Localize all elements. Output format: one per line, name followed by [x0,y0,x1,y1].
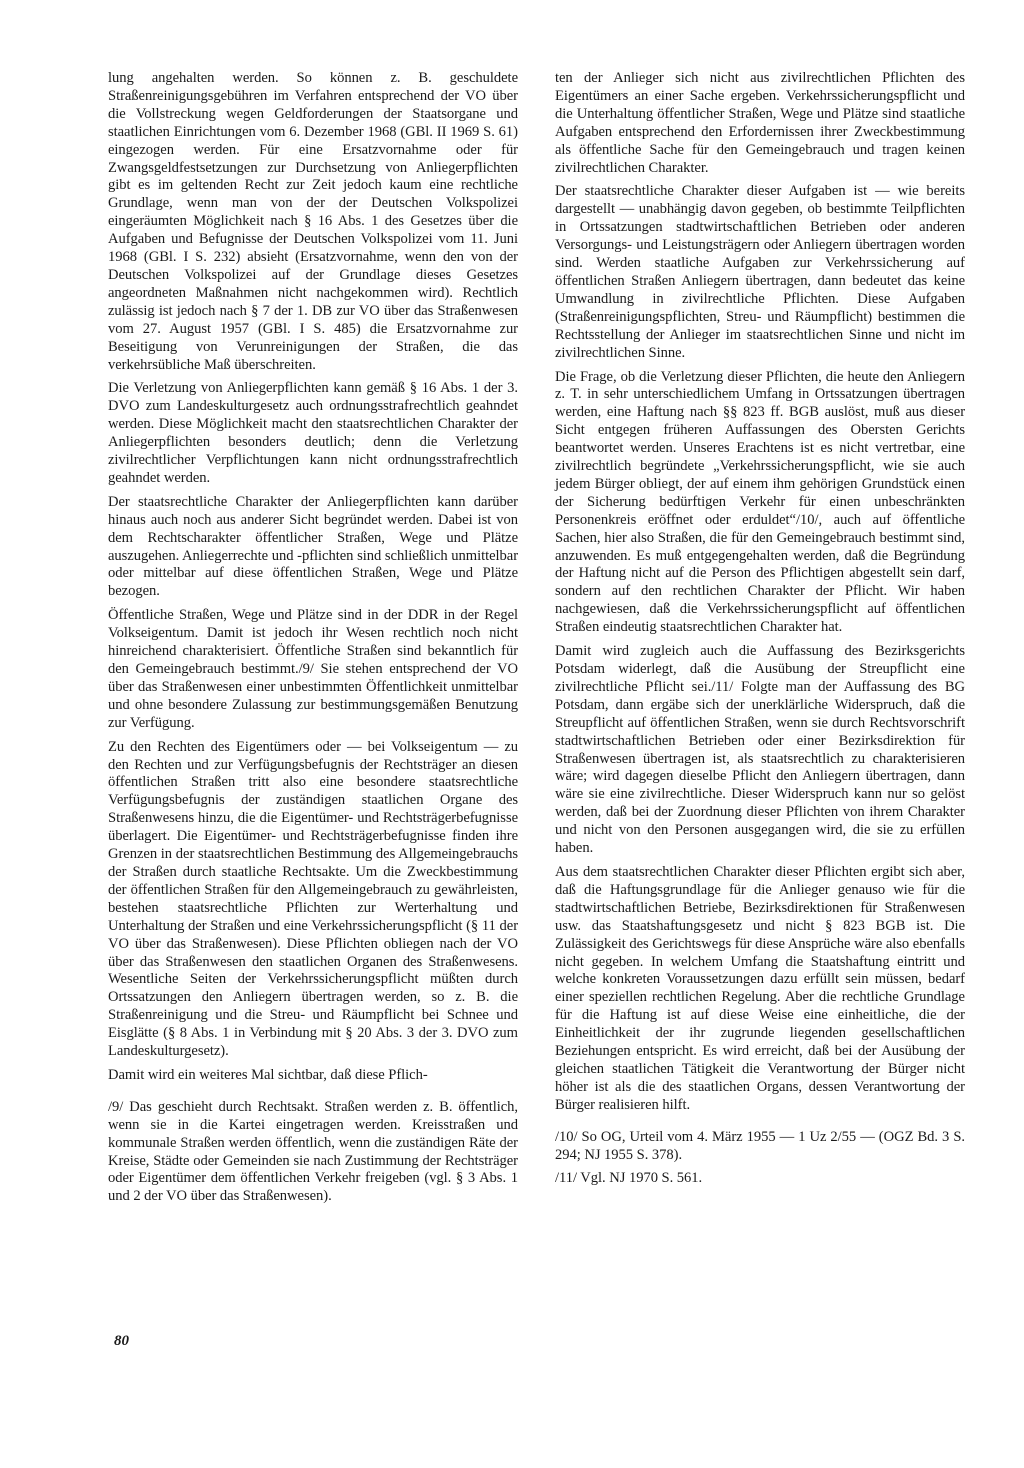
paragraph: lung angehalten werden. So können z. B. geschuldete Straßenreinigungsgebühren im Verfahren entsprechend der VO über die Vollstreckung wegen Geldforderungen der Staatsorgane und staatlichen Einrichtungen vom 6. Dezember 1968 (GBl. II 1969 S. 61) eingezogen werden. Für eine Ersatzvornahme oder für Zwangsgeldfestsetzungen zur Durchsetzung von Anliegerpflichten gibt es im geltenden Recht zur Zeit jedoch kaum eine rechtliche Grundlage, wenn man von der der Deutschen Volkspolizei eingeräumten Möglichkeit nach § 16 Abs. 1 des Gesetzes über die Aufgaben und Befugnisse der Deutschen Volkspolizei vom 11. Juni 1968 (GBl. I S. 232) absieht (Ersatzvornahme, wenn den von der Deutschen Volkspolizei auf der Grundlage dieses Gesetzes angeordneten Maßnahmen nicht nachgekommen wird). Rechtlich zulässig ist jedoch nach § 7 der 1. DB zur VO über das Straßenwesen vom 27. August 1957 (GBl. I S. 485) die Ersatzvornahme zur Beseitigung von Verunreinigungen der Straßen, die das verkehrsübliche Maß überschreiten. [108,70,518,373]
footnote-9: /9/ Das geschieht durch Rechtsakt. Straßen werden z. B. öffentlich, wenn sie in die Kartei eingetragen werden. Kreisstraßen und kommunale Straßen werden öffentlich, wenn die zuständigen Räte der Kreise, Städte oder Gemeinden sie nach Zustimmung der Rechtsträger oder Eigentümer dem öffentlichen Verkehr freigeben (vgl. § 3 Abs. 1 und 2 der VO über das Straßenwesen). [108,1098,518,1205]
paragraph: Der staatsrechtliche Charakter der Anliegerpflichten kann darüber hinaus auch noch aus anderer Sicht begründet werden. Dabei ist von dem Rechtscharakter öffentlicher Straßen, Wege und Plätze auszugehen. Anliegerrechte und -pflichten sind schließlich unmittelbar oder mittelbar auf diese öffentlichen Straßen, Wege und Plätze bezogen. [108,493,518,600]
paragraph: Zu den Rechten des Eigentümers oder — bei Volkseigentum — zu den Rechten und zur Verfügungsbefugnis der Rechtsträger an diesen öffentlichen Straßen tritt also eine besondere staatsrechtliche Verfügungsbefugnis der zuständigen staatlichen Organe des Straßenwesens hinzu, die die Eigentümer- und Rechtsträgerbefugnisse überlagert. Die Eigentümer- und Rechtsträgerbefugnisse finden ihre Grenzen in der staatsrechtlichen Bestimmung des Allgemeingebrauchs der Straßen durch staatliche Rechtsakte. Um die Zweckbestimmung der öffentlichen Straßen für den Allgemeingebrauch zu gewährleisten, bestehen staatsrechtliche Pflichten zur Werterhaltung und Unterhaltung der Straßen und eine Verkehrssicherungspflicht (§ 11 der VO über das Straßenwesen). Diese Pflichten obliegen nach der VO über das Straßenwesen den staatlichen Organen des Straßenwesens. Wesentliche Seiten der Verkehrssicherungspflicht müßten durch Ortssatzungen den Anliegern übertragen werden, so z. B. die Straßenreinigung und die Streu- und Räumpflicht bei Schnee und Eisglätte (§ 8 Abs. 1 in Verbindung mit § 20 Abs. 3 der 3. DVO zum Landeskulturgesetz). [108,738,518,1060]
page-number: 80 [114,1333,129,1349]
paragraph: Die Frage, ob die Verletzung dieser Pflichten, die heute den Anliegern z. T. in sehr unterschiedlichem Umfang in Ortssatzungen übertragen werden, eine Haftung nach §§ 823 ff. BGB auslöst, muß aus dieser Sicht entgegen früheren Auffassungen des Obersten Gerichts beantwortet werden. Unseres Erachtens ist es nicht vertretbar, eine zivilrechtlich begründete „Verkehrssicherungspflicht, wie sie auch jedem Bürger obliegt, der auf einem ihm gehörigen Grundstück einen der Sicherung bedürftigen Verkehr für einen unbeschränkten Personenkreis eröffnet oder erduldet“/10/, auch auf öffentliche Sachen, hier also Straßen, die für den Gemeingebrauch bestimmt sind, anzuwenden. Es muß entgegengehalten werden, daß die Begründung der Haftung nicht auf die Person des Pflichtigen abgestellt sein darf, sondern auf den rechtlichen Charakter der Pflicht. Wir haben nachgewiesen, daß die Verkehrssicherungspflicht auf öffentlichen Straßen eindeutig staatsrechtlichen Charakter hat. [555,368,965,636]
paragraph: Die Verletzung von Anliegerpflichten kann gemäß § 16 Abs. 1 der 3. DVO zum Landeskulturgesetz auch ordnungsstrafrechtlich geahndet werden. Diese Möglichkeit macht den staatsrechtlichen Charakter der Anliegerpflichten besonders deutlich; denn die Verletzung zivilrechtlicher Verpflichtungen kann nicht ordnungsstrafrechtlich geahndet werden. [108,380,518,486]
paragraph: ten der Anlieger sich nicht aus zivilrechtlichen Pflichten des Eigentümers an einer Sache ergeben. Verkehrssicherungspflicht und die Unterhaltung öffentlicher Straßen, Wege und Plätze sind staatliche Aufgaben entsprechend den Erfordernissen ihrer Zweckbestimmung als öffentliche Sache für den Gemeingebrauch und tragen keinen zivilrechtlichen Charakter. [555,70,965,176]
left-column [108,70,518,1212]
footnote-11: /11/ Vgl. NJ 1970 S. 561. [555,1170,703,1187]
paragraph: Der staatsrechtliche Charakter dieser Aufgaben ist — wie bereits dargestellt — unabhängig davon gegeben, ob bestimmte Teilpflichten in Ortssatzungen stadtwirtschaftlichen Betrieben oder anderen Versorgungs- und Leistungsträgern oder Anliegern übertragen worden sind. Werden staatliche Aufgaben zur Verkehrssicherung auf öffentlichen Straßen Anliegern übertragen, dann bedeutet das keine Umwandlung in zivilrechtliche Pflichten. Diese Aufgaben (Straßenreinigungspflichten, Streu- und Räumpflicht) bestimmen die Rechtsstellung der Anlieger im staatsrechtlichen Sinne und nicht im zivilrechtlichen Sinne. [555,183,965,361]
footnotes-left [108,1099,518,1206]
footnote-10: /10/ So OG, Urteil vom 4. März 1955 — 1 Uz 2/55 — (OGZ Bd. 3 S. 294; NJ 1955 S. 378). [555,1128,965,1163]
paragraph: Aus dem staatsrechtlichen Charakter dieser Pflichten ergibt sich aber, daß die Haftungsgrundlage für die Anlieger genauso wie für die stadtwirtschaftlichen Betriebe, Bezirksdirektionen für Straßenwesen usw. das Staatshaftungsgesetz und nicht § 823 BGB ist. Die Zulässigkeit des Gerichtswegs für diese Ansprüche wäre also ebenfalls nicht gegeben. In welchem Umfang die Staatshaftung eintritt und welche konkreten Voraussetzungen dazu erfüllt sein müssen, bedarf einer speziellen rechtlichen Regelung. Aber die rechtliche Grundlage für die Haftung ist auf diese Weise eine einheitliche, die der Einheitlichkeit der ihr zugrunde liegenden gesellschaftlichen Beziehungen entspricht. Es wird erreicht, daß bei der Ausübung der gleichen staatlichen Tätigkeit die Verantwortung der Bürger nicht höher ist als die des staatlichen Organs, dessen Verantwortung der Bürger realisieren hilft. [555,863,965,1113]
footnotes-right [555,1129,965,1189]
paragraph: Damit wird zugleich auch die Auffassung des Bezirksgerichts Potsdam widerlegt, daß die Ausübung der Streupflicht eine zivilrechtliche Pflicht sei./11/ Folgte man der Auffassung des BG Potsdam, dann ergäbe sich der unerklärliche Widerspruch, daß die Streupflicht auf öffentlichen Straßen, wenn sie durch Rechtsvorschrift stadtwirtschaftlichen Betrieben oder einer Bezirksdirektion für Straßenwesen übertragen ist, als staatsrechtlich zu charakterisieren wäre; wird dagegen dieselbe Pflicht den Anliegern übertragen, dann wäre sie eine zivilrechtliche. Dieser Widerspruch kann nur so gelöst werden, daß bei der Zuordnung dieser Pflichten von ihrem Charakter und nicht von den Personen ausgegangen wird, die sie zu erfüllen haben. [555,643,965,857]
paragraph: Öffentliche Straßen, Wege und Plätze sind in der DDR in der Regel Volkseigentum. Damit ist jedoch ihr Wesen rechtlich noch nicht hinreichend charakterisiert. Öffentliche Straßen sind bekanntlich für den Gemeingebrauch bestimmt./9/ Sie stehen entsprechend der VO über das Straßenwesen einer unbestimmten Öffentlichkeit unmittelbar und ohne besondere Zulassung zur bestimmungsgemäßen Benutzung zur Verfügung. [108,607,518,731]
paragraph: Damit wird ein weiteres Mal sichtbar, daß diese Pflich- [108,1066,428,1083]
right-column [555,70,965,1194]
